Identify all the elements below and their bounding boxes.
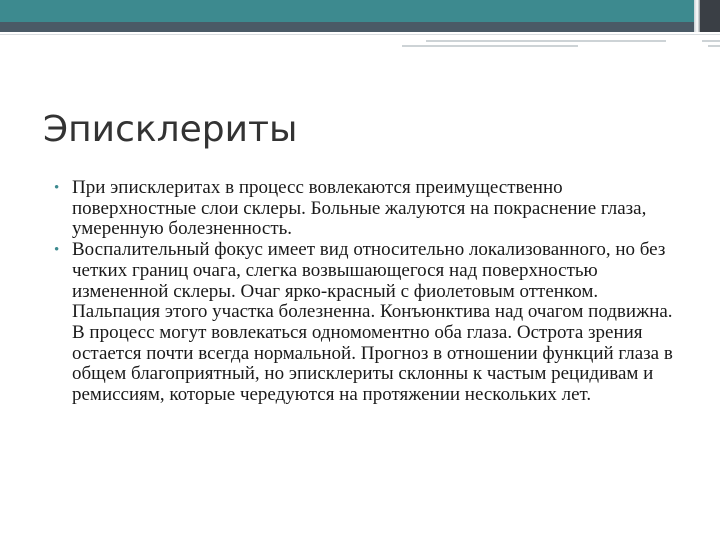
header-corner-block [700, 0, 720, 32]
decorative-line [426, 40, 666, 42]
slide-title: Эписклериты [43, 109, 298, 150]
list-item [50, 240, 680, 406]
bullet-text: Воспалительный фокус имеет вид относительно локализованного, но без четких границ очага, слегка возвышающегося над поверхностью измененной склеры. Очаг ярко-красный с фиолетовым оттенком. Пальпация этого участка болезненна. Конъюнктива над очагом подвижна. В процесс могут вовлекаться одномоментно оба глаза. Острота зрения остается почти всегда нормальной. Прогноз в отношении функций глаза в общем благоприятный, но эписклериты склонны к частым рецидивам и ремиссиям, которые чередуются на протяжении нескольких лет. [72, 239, 673, 406]
decorative-line [702, 40, 720, 42]
bullet-marker: • [54, 242, 60, 259]
header-rule [0, 34, 720, 35]
list-item [50, 178, 680, 240]
bullet-text: При эписклеритах в процесс вовлекаются преимущественно поверхностные слои склеры. Больные жалуются на покраснение глаза, умеренную болезненность. [72, 177, 647, 240]
bullet-marker: • [54, 180, 60, 196]
header-accent-bar [0, 0, 700, 22]
header-gloss-divider [694, 0, 700, 32]
decorative-line [402, 45, 578, 47]
bullet-list [50, 178, 680, 406]
decorative-line [708, 45, 720, 47]
header-dark-bar [0, 22, 700, 32]
